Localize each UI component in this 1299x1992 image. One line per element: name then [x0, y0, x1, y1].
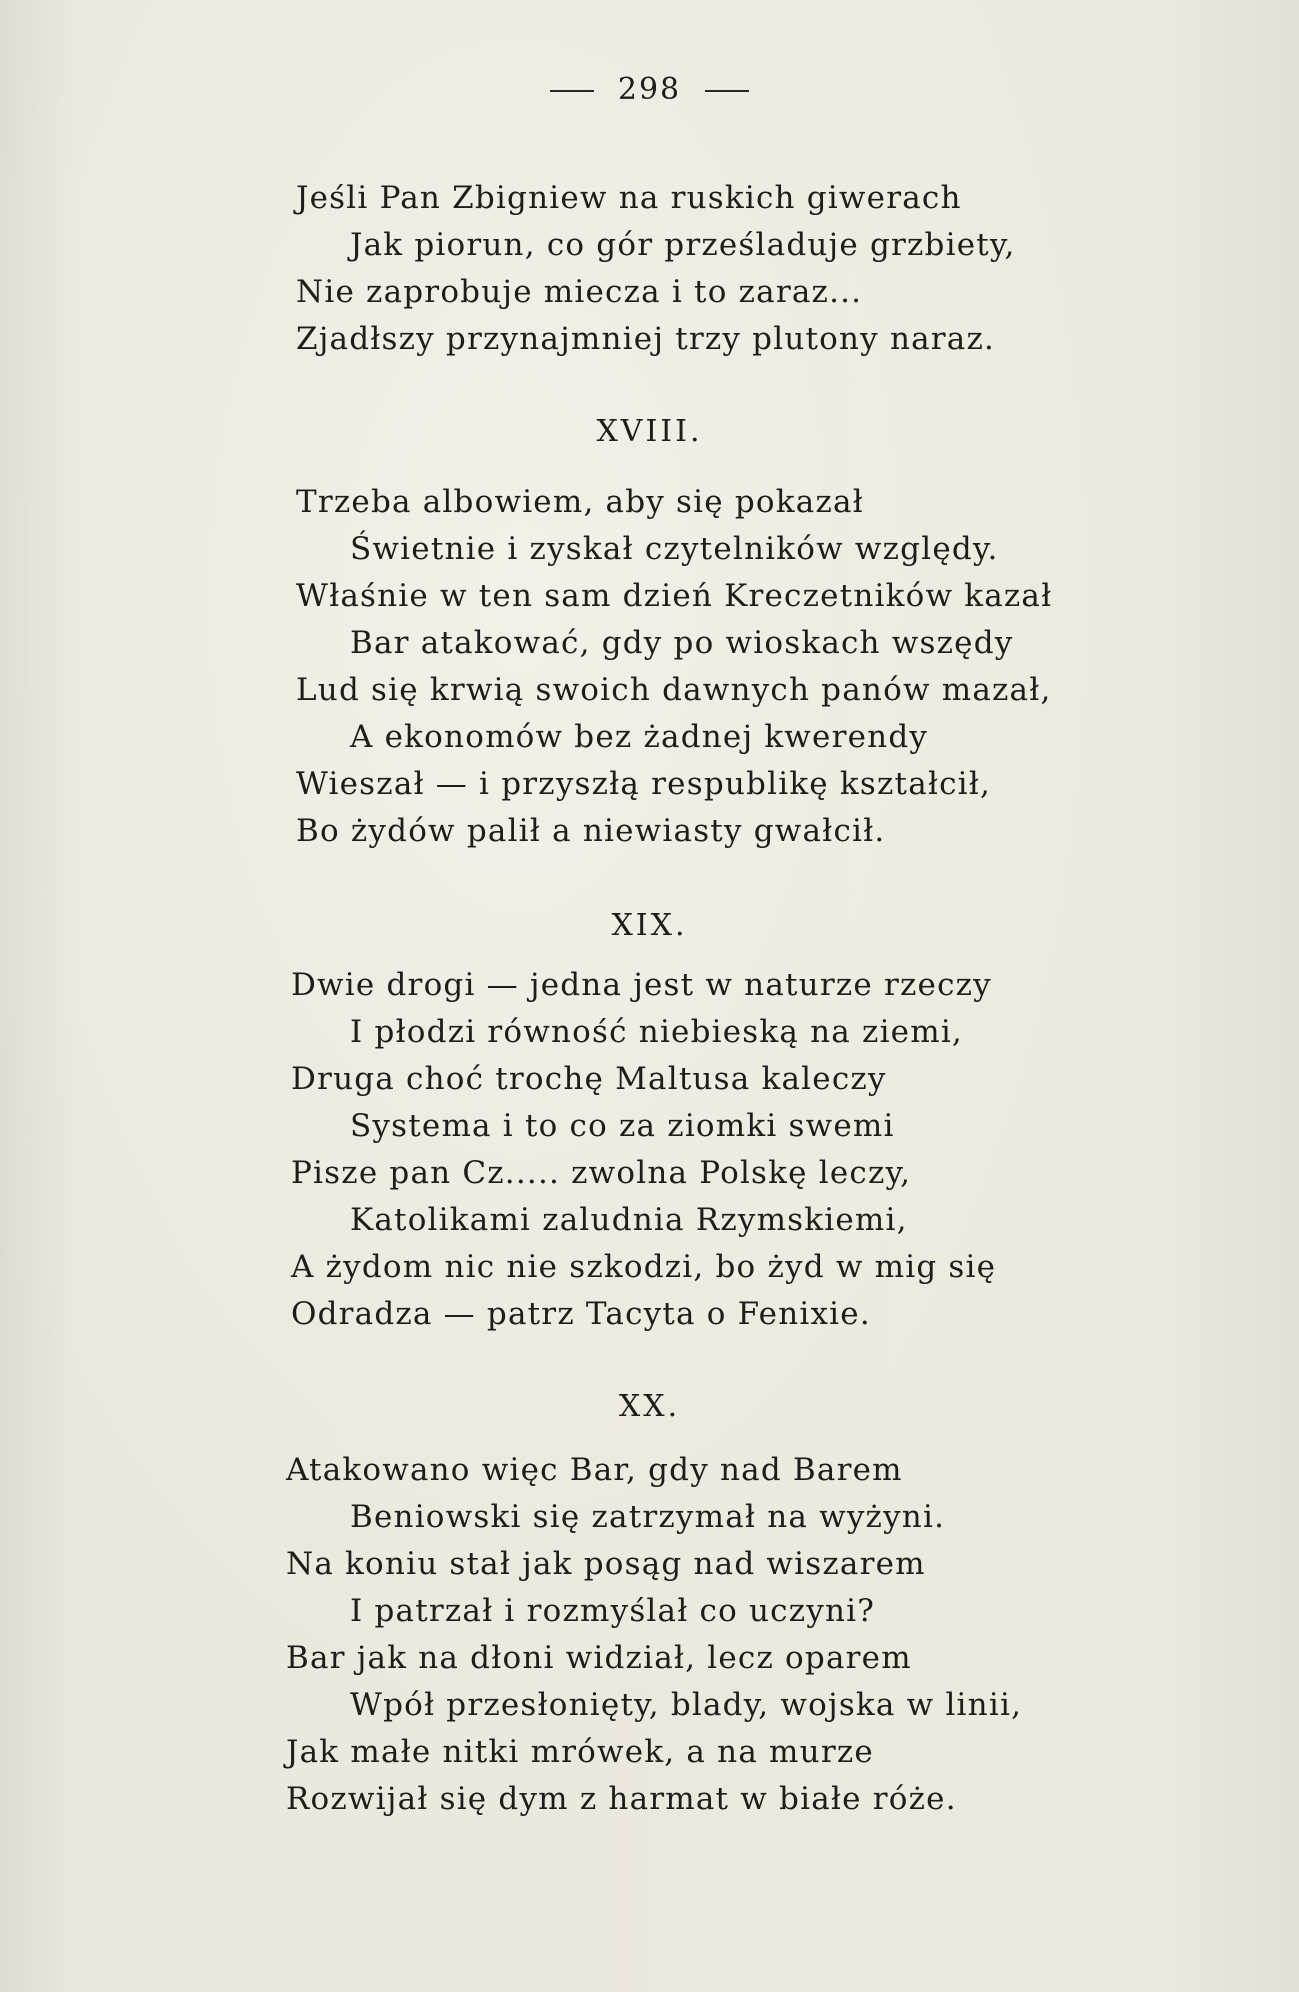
verse-line: Bar jak na dłoni widział, lecz oparem	[286, 1640, 912, 1676]
verse-line: I płodzi równość niebieską na ziemi,	[350, 1014, 963, 1050]
verse-line: Rozwijał się dym z harmat w białe róże.	[286, 1781, 957, 1817]
page-number-dash-left	[550, 90, 594, 92]
verse-line: Na koniu stał jak posąg nad wiszarem	[286, 1546, 926, 1582]
verse-line: Bar atakować, gdy po wioskach wszędy	[350, 625, 1014, 661]
verse-line: Świetnie i zyskał czytelników względy.	[350, 531, 999, 567]
verse-line: Trzeba albowiem, aby się pokazał	[296, 484, 864, 520]
stanza-heading-xix: XIX.	[611, 908, 688, 943]
verse-line: Wieszał — i przyszłą respublikę kształcił,	[296, 766, 992, 802]
verse-line: Jak małe nitki mrówek, a na murze	[286, 1734, 874, 1770]
verse-line: Nie zaprobuje miecza i to zaraz...	[296, 274, 863, 310]
verse-line: Atakowano więc Bar, gdy nad Barem	[286, 1452, 903, 1488]
page-number-dash-right	[705, 90, 749, 92]
verse-line: Katolikami zaludnia Rzymskiemi,	[350, 1202, 908, 1238]
page-number	[0, 72, 1299, 107]
verse-line: Pisze pan Cz..... zwolna Polskę leczy,	[291, 1155, 912, 1191]
verse-line: Zjadłszy przynajmniej trzy plutony naraz.	[296, 321, 996, 357]
verse-line: Lud się krwią swoich dawnych panów mazał,	[296, 672, 1052, 708]
verse-line: Systema i to co za ziomki swemi	[350, 1108, 895, 1144]
verse-line: Jak piorun, co gór prześladuje grzbiety,	[350, 227, 1016, 263]
verse-line: Wpół przesłonięty, blady, wojska w linii,	[350, 1687, 1023, 1723]
page-number-text: 298	[617, 72, 682, 107]
verse-line: Odradza — patrz Tacyta o Fenixie.	[291, 1296, 871, 1332]
verse-line: I patrzał i rozmyślał co uczyni?	[350, 1593, 876, 1629]
verse-line: Dwie drogi — jedna jest w naturze rzeczy	[291, 967, 992, 1003]
verse-line: Bo żydów palił a niewiasty gwałcił.	[296, 813, 886, 849]
verse-line: Właśnie w ten sam dzień Kreczetników kazał	[296, 578, 1053, 614]
verse-line: A żydom nic nie szkodzi, bo żyd w mig się	[291, 1249, 997, 1285]
stanza-heading-xx: XX.	[618, 1389, 681, 1424]
verse-line: Jeśli Pan Zbigniew na ruskich giwerach	[296, 180, 962, 216]
verse-line: A ekonomów bez żadnej kwerendy	[350, 719, 929, 755]
verse-line: Druga choć trochę Maltusa kaleczy	[291, 1061, 887, 1097]
verse-line: Beniowski się zatrzymał na wyżyni.	[350, 1499, 946, 1535]
stanza-heading-xviii: XVIII.	[596, 414, 703, 449]
